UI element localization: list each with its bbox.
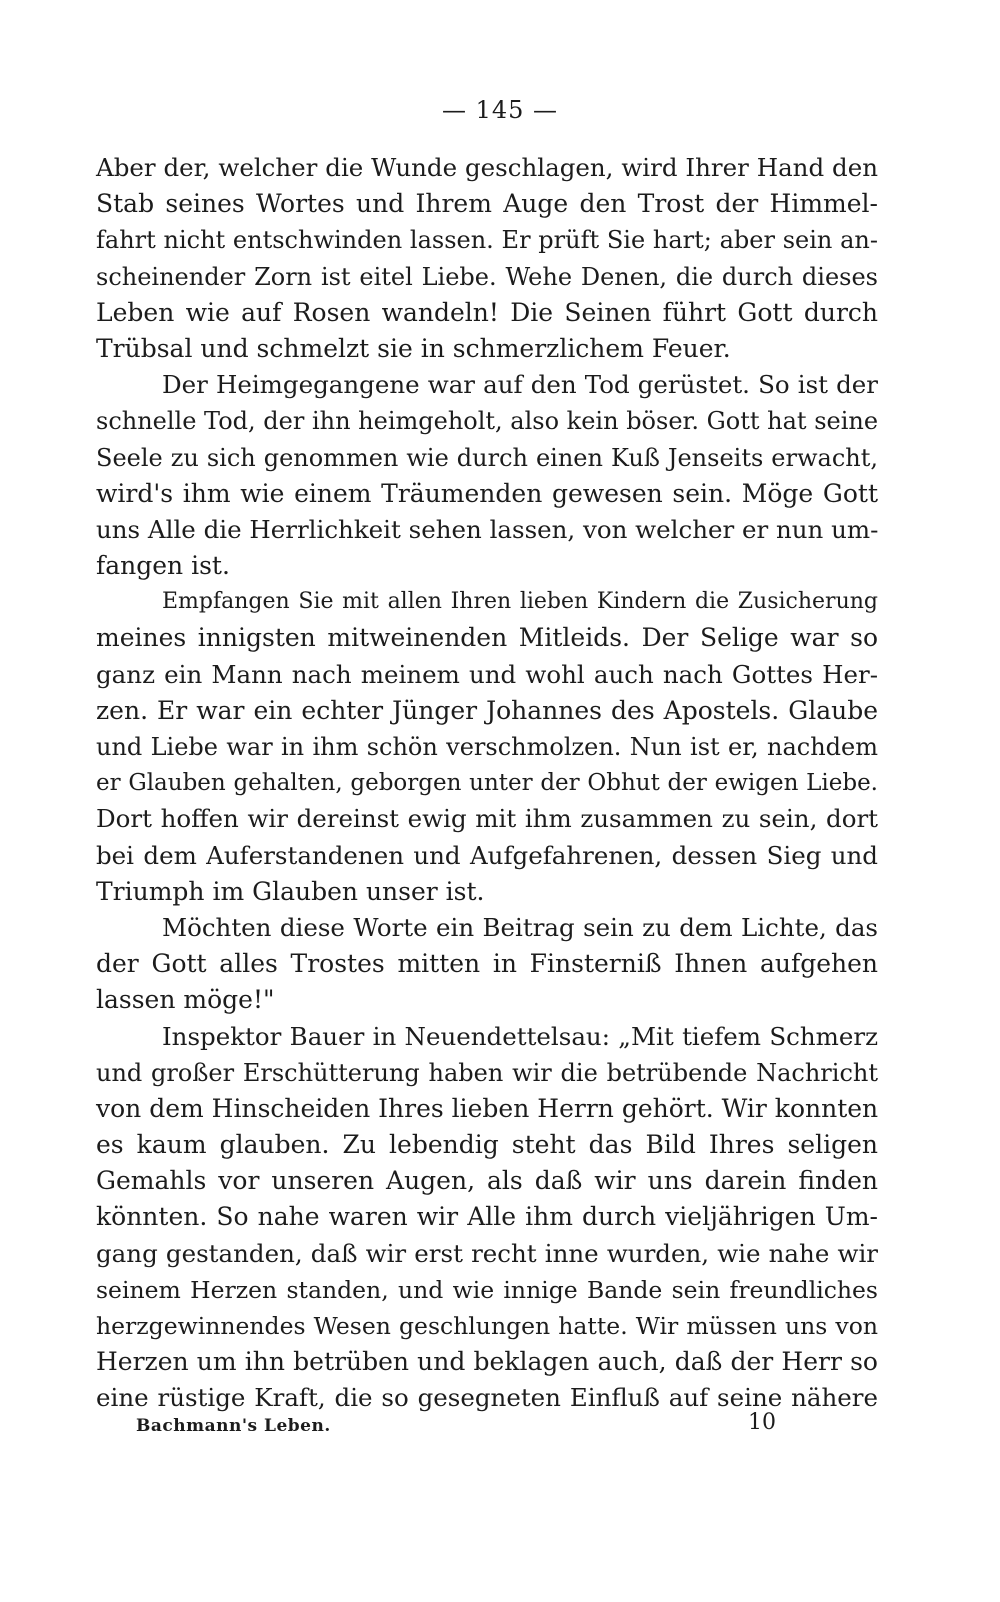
text-line: Dort hoffen wir dereinst ewig mit ihm zusammen zu sein, dort	[96, 804, 878, 834]
text-line: Gemahls vor unseren Augen, als daß wir uns darein finden	[96, 1166, 878, 1196]
text-line: es kaum glauben. Zu lebendig steht das Bild Ihres seligen	[96, 1130, 878, 1160]
printer-signature: Bachmann's Leben.	[136, 1416, 331, 1436]
text-line: meines innigsten mitweinenden Mitleids. Der Selige war so	[96, 623, 878, 653]
text-line: Der Heimgegangene war auf den Tod gerüstet. So ist der	[162, 370, 878, 400]
text-line: Herzen um ihn betrüben und beklagen auch, daß der Herr so	[96, 1347, 878, 1377]
text-line: ganz ein Mann nach meinem und wohl auch nach Gottes Her-	[96, 659, 878, 689]
text-line: scheinender Zorn ist eitel Liebe. Wehe Denen, die durch dieses	[96, 262, 878, 291]
text-line: eine rüstige Kraft, die so gesegneten Einfluß auf seine nähere	[96, 1383, 878, 1413]
text-line: der Gott alles Trostes mitten in Finsterniß Ihnen aufgehen	[96, 949, 878, 979]
text-line: Empfangen Sie mit allen Ihren lieben Kindern die Zusicherung	[162, 589, 878, 615]
text-line: Trübsal und schmelzt sie in schmerzlichem Feuer.	[96, 333, 731, 363]
text-line: fahrt nicht entschwinden lassen. Er prüft Sie hart; aber sein an-	[96, 226, 878, 255]
text-line: und Liebe war in ihm schön verschmolzen. Nun ist er, nachdem	[96, 733, 878, 761]
text-line: gang gestanden, daß wir erst recht inne wurden, wie nahe wir	[96, 1238, 878, 1268]
text-line: uns Alle die Herrlichkeit sehen lassen, von welcher er nun um-	[96, 514, 879, 544]
text-line: Leben wie auf Rosen wandeln! Die Seinen führt Gott durch	[96, 297, 878, 327]
text-line: lassen möge!"	[96, 985, 275, 1015]
text-line: zen. Er war ein echter Jünger Johannes des Apostels. Glaube	[96, 695, 878, 725]
text-line: Seele zu sich genommen wie durch einen Kuß Jenseits erwacht,	[96, 443, 878, 472]
text-line: Inspektor Bauer in Neuendettelsau: „Mit tiefem Schmerz	[162, 1021, 878, 1051]
text-line: er Glauben gehalten, geborgen unter der Obhut der ewigen Liebe.	[96, 770, 878, 797]
text-line: schnelle Tod, der ihn heimgeholt, also kein böser. Gott hat seine	[96, 407, 879, 436]
text-line: seinem Herzen standen, und wie innige Bande sein freundliches	[96, 1275, 878, 1304]
body-text	[96, 150, 878, 1417]
text-line: fangen ist.	[96, 551, 230, 581]
text-line: Aber der, welcher die Wunde geschlagen, wird Ihrer Hand den	[96, 153, 878, 182]
text-line: wird's ihm wie einem Träumenden gewesen sein. Möge Gott	[96, 478, 878, 508]
text-line: Möchten diese Worte ein Beitrag sein zu dem Lichte, das	[162, 912, 878, 942]
sheet-number: 10	[748, 1410, 776, 1435]
text-line: Triumph im Glauben unser ist.	[96, 876, 485, 906]
page-number: — 145 —	[441, 96, 559, 124]
text-line: bei dem Auferstandenen und Aufgefahrenen, dessen Sieg und	[96, 840, 878, 870]
text-line: könnten. So nahe waren wir Alle ihm durch vieljährigen Um-	[96, 1202, 878, 1232]
text-line: von dem Hinscheiden Ihres lieben Herrn gehört. Wir konnten	[96, 1093, 879, 1123]
text-line: herzgewinnendes Wesen geschlungen hatte. Wir müssen uns von	[96, 1312, 878, 1340]
text-line: Stab seines Wortes und Ihrem Auge den Trost der Himmel-	[96, 189, 878, 219]
text-line: und großer Erschütterung haben wir die betrübende Nachricht	[96, 1058, 878, 1087]
